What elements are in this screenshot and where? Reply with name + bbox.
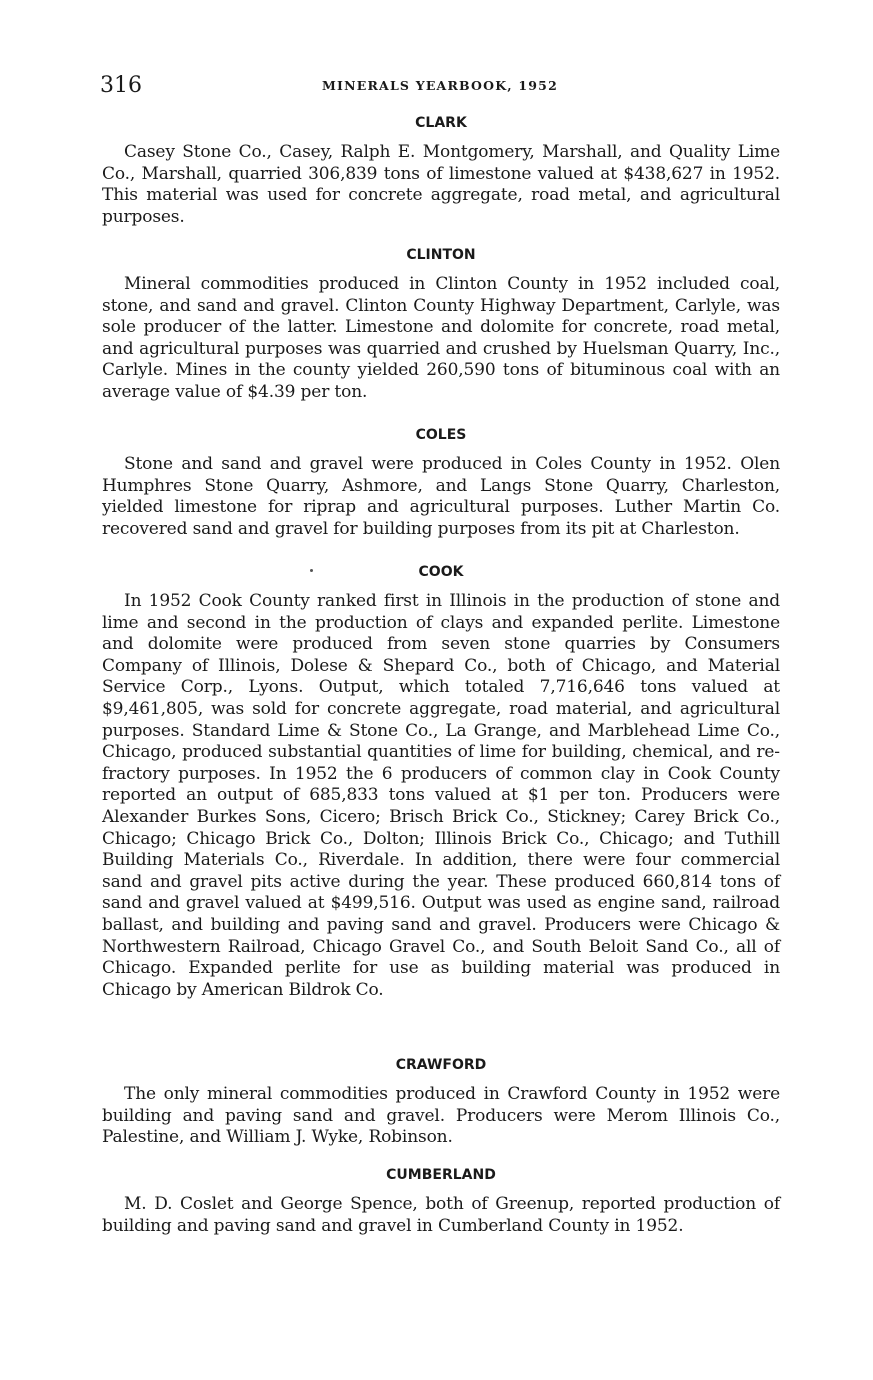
section-heading-coles: COLES xyxy=(415,427,467,443)
section-text-cumberland: M. D. Coslet and George Spence, both of Greenup, reported production of building and paving sand and gravel in Cumberland County in 1952. xyxy=(102,1194,780,1236)
section-heading-cumberland: CUMBERLAND xyxy=(386,1167,496,1183)
section-text-coles: Stone and sand and gravel were produced in Coles County in 1952. Olen Humphres Stone Quarry, Ashmore, and Langs Stone Quarry, Charleston, yielded limestone for riprap and agricultural purposes. Luther Martin Co. recovered sand and gravel for building purposes from its pit at Charleston. xyxy=(102,454,780,539)
section-heading-clinton: CLINTON xyxy=(406,247,476,263)
page-number: 316 xyxy=(100,73,142,98)
section-coles xyxy=(102,424,780,540)
section-cumberland xyxy=(102,1164,780,1237)
section-clinton xyxy=(102,244,780,404)
journal-title: MINERALS YEARBOOK, 1952 xyxy=(322,78,558,93)
section-text-clinton: Mineral commodities produced in Clinton County in 1952 included coal, stone, and sand and gravel. Clinton County Highway Department, Carlyle, was sole producer of the latter. Limestone and dolomite for concrete, road metal, and agricultural purposes was quarried and crushed by Huelsman Quarry, Inc., Carlyle. Mines in the county yielded 260,590 tons of bituminous coal with an average value of $4.39 per ton. xyxy=(102,274,780,402)
section-heading-crawford: CRAWFORD xyxy=(395,1057,487,1073)
section-text-clark: Casey Stone Co., Casey, Ralph E. Montgomery, Marshall, and Quality Lime Co., Marshall, quarried 306,839 tons of limestone valued at $438,627 in 1952. This material was used for concrete aggregate, road metal, and agricultural purposes. xyxy=(102,142,780,227)
section-heading-cook: COOK xyxy=(418,564,464,580)
running-head xyxy=(100,72,780,100)
section-text-crawford: The only mineral commodities produced in Crawford County in 1952 were building and paving sand and gravel. Producers were Merom Illinois Co., Palestine, and William J. Wyke, Robinson. xyxy=(102,1084,780,1148)
section-crawford xyxy=(102,1054,780,1149)
section-text-cook: In 1952 Cook County ranked first in Illinois in the production of stone and lime and second in the production of clays and expanded perlite. Limestone and dolomite were produced from seven stone quarries by Consumers Company of Illinois, Dolese & Shepard Co., both of Chicago, and Material Service Corp., Lyons. Output, which totaled 7,716,646 tons valued at $9,461,805, was sold for concrete aggregate, road material, and agricultural purposes. Standard Lime & Stone Co., La Grange, and Marblehead Lime Co., Chicago, produced substantial quantities of lime for building, chemical, and refractory purposes. In 1952 the 6 producers of common clay in Cook County reported an output of 685,833 tons valued at $1 per ton. Producers were Alexander Burkes Sons, Cicero; Brisch Brick Co., Stickney; Carey Brick Co., Chicago; Chicago Brick Co., Dolton; Illinois Brick Co., Chicago; and Tuthill Building Materials Co., Riverdale. In addition, there were four commercial sand and gravel pits active during the year. These produced 660,814 tons of sand and gravel valued at $499,516. Output was used as engine sand, railroad ballast, and building and paving sand and gravel. Producers were Chicago & Northwestern Railroad, Chicago Gravel Co., and South Beloit Sand Co., all of Chicago. Expanded perlite for use as building material was produced in Chicago by American Bildrok Co. xyxy=(102,591,780,1000)
section-cook xyxy=(102,561,780,1001)
section-clark xyxy=(102,112,780,228)
section-heading-clark: CLARK xyxy=(415,115,467,131)
